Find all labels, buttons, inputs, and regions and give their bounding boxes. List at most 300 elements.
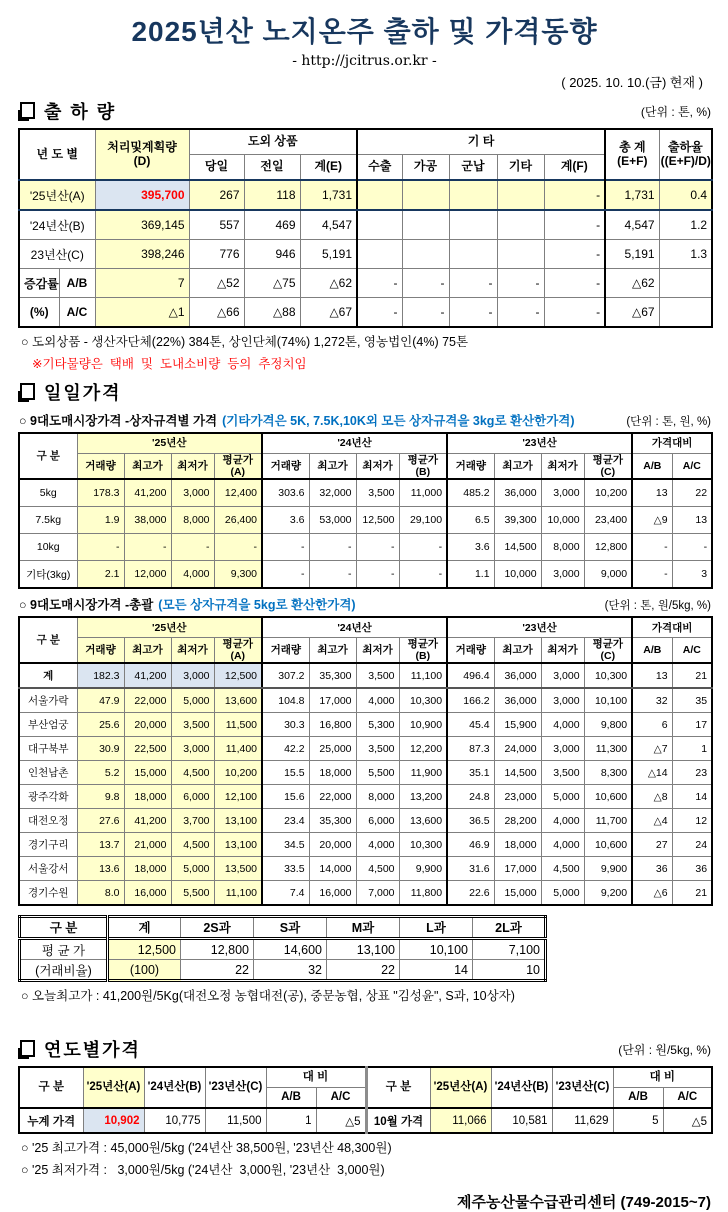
cell (497, 240, 544, 269)
cell: 24,000 (494, 737, 541, 761)
cell: 47.9 (77, 688, 124, 713)
cell: 10,900 (399, 713, 447, 737)
yearly-low-note: ○ '25 최저가격 : 3,000원/5kg ('24년산 3,000원, '23년산 3,000원) (21, 1163, 385, 1178)
cell: 10,100 (400, 939, 473, 960)
column-header (659, 129, 712, 180)
row-label: 광주각화 (19, 785, 77, 809)
header-line: 총 계 (619, 139, 646, 154)
cell: - (262, 534, 309, 561)
cell: 267 (189, 180, 244, 210)
column-header: 거래량 (262, 638, 309, 664)
column-header: 최저가 (171, 638, 214, 664)
column-header: '23년산 (447, 617, 632, 638)
cell: 15.6 (262, 785, 309, 809)
cell: 9,300 (214, 561, 262, 589)
cell: 35,300 (309, 663, 356, 688)
column-header: 최저가 (171, 454, 214, 480)
row-label: 5kg (19, 479, 77, 507)
cell: 13.7 (77, 833, 124, 857)
section-square-icon (18, 102, 35, 121)
cell: 20,000 (124, 713, 171, 737)
cell: 4,000 (541, 809, 584, 833)
cell: △7 (632, 737, 672, 761)
column-header: 기타 (497, 155, 544, 181)
column-header: '25년산 (77, 433, 262, 454)
cell: 7 (95, 269, 189, 298)
column-header: L과 (400, 917, 473, 939)
column-header: 구 분 (19, 1067, 83, 1108)
cell: 3,000 (171, 479, 214, 507)
column-header: A/B (632, 454, 672, 480)
cell: 29,100 (399, 507, 447, 534)
cell: 3.6 (447, 534, 494, 561)
cell (402, 210, 449, 240)
cell: 485.2 (447, 479, 494, 507)
cell: 22,000 (309, 785, 356, 809)
table-row (19, 881, 712, 906)
column-header: A/C (672, 454, 712, 480)
column-header: S과 (254, 917, 327, 939)
yearly-high-note: ○ '25 최고가격 : 45,000원/5kg ('24년산 38,500원, '23년산 48,300원) (21, 1141, 392, 1156)
cell: 4,500 (171, 833, 214, 857)
column-header: 거래량 (447, 638, 494, 664)
subsection-title: ○ 9대도매시장가격 -상자규격별 가격 (19, 414, 218, 428)
row-label: (%) (19, 298, 59, 328)
cell: 5,000 (171, 857, 214, 881)
cell: 9,800 (584, 713, 632, 737)
cell: 3,000 (541, 737, 584, 761)
cell: 178.3 (77, 479, 124, 507)
cell: 10,000 (494, 561, 541, 589)
cell: - (356, 561, 399, 589)
cell: 1 (672, 737, 712, 761)
cell: 35.1 (447, 761, 494, 785)
cell: 22 (327, 960, 400, 981)
column-header: 가격대비 (632, 433, 712, 454)
cell: 36 (672, 857, 712, 881)
cell: 4,547 (605, 210, 659, 240)
cell: 14 (400, 960, 473, 981)
column-header: 거래량 (77, 454, 124, 480)
cell: 11,000 (399, 479, 447, 507)
cell: 10,300 (584, 663, 632, 688)
cell: 5,191 (300, 240, 357, 269)
cell: - (309, 561, 356, 589)
column-header: 구 분 (19, 617, 77, 663)
column-header: 평균가(B) (399, 638, 447, 664)
cell: △62 (300, 269, 357, 298)
today-top-price-note: ○ 오늘최고가 : 41,200원/5Kg(대전오정 농협대전(공), 중문농협, 상표 "김성윤", S과, 10상자) (21, 989, 515, 1004)
cell: - (357, 298, 402, 328)
cell: - (544, 210, 605, 240)
row-label: 10월 가격 (366, 1108, 430, 1133)
cell: 20,000 (309, 833, 356, 857)
table-row (19, 688, 712, 713)
cell: 3,700 (171, 809, 214, 833)
cell: 6,000 (356, 809, 399, 833)
cell: 11,629 (552, 1108, 613, 1133)
column-header: 평균가(C) (584, 454, 632, 480)
cell: 12,500 (214, 663, 262, 688)
cell: 18,000 (124, 785, 171, 809)
section-title-yearly-price: 연도별가격 (44, 1040, 141, 1061)
cell: 7,000 (356, 881, 399, 906)
cell: 10,581 (491, 1108, 552, 1133)
cell: 3,000 (541, 663, 584, 688)
cell: 10,300 (399, 688, 447, 713)
price-by-size-table (18, 915, 547, 982)
row-label: 서울가락 (19, 688, 77, 713)
cell: △52 (189, 269, 244, 298)
cell: 10,300 (399, 833, 447, 857)
cell: 87.3 (447, 737, 494, 761)
cell: 3,500 (171, 713, 214, 737)
cell: 23,000 (494, 785, 541, 809)
column-header (95, 129, 189, 180)
size-table-wrap (18, 915, 711, 982)
cell: △75 (244, 269, 300, 298)
column-header: 최저가 (356, 454, 399, 480)
cell: 3,000 (541, 561, 584, 589)
column-header: 당일 (189, 155, 244, 181)
cell: 11,900 (399, 761, 447, 785)
table-row (19, 785, 712, 809)
column-header: 수출 (357, 155, 402, 181)
cell: 13,100 (214, 809, 262, 833)
column-header: 거래량 (262, 454, 309, 480)
cell: 16,800 (309, 713, 356, 737)
row-label: 평 균 가 (20, 939, 108, 960)
subsection-overall (19, 595, 711, 613)
cell (497, 210, 544, 240)
cell: 38,000 (124, 507, 171, 534)
cell: 10,200 (584, 479, 632, 507)
column-header: '23년산(C) (552, 1067, 613, 1108)
column-header: 거래량 (447, 454, 494, 480)
cell: 5,500 (171, 881, 214, 906)
row-label: 서울강서 (19, 857, 77, 881)
cell: 9,200 (584, 881, 632, 906)
cell: 3,000 (171, 737, 214, 761)
cell: - (171, 534, 214, 561)
cell: △14 (632, 761, 672, 785)
cell: 4,547 (300, 210, 357, 240)
cell: 16,000 (309, 881, 356, 906)
row-label: A/B (59, 269, 95, 298)
table-row (19, 210, 712, 240)
table-row (19, 298, 712, 328)
shipment-table (18, 128, 713, 328)
cell: 41,200 (124, 663, 171, 688)
cell: 10,100 (584, 688, 632, 713)
column-header: '24년산(B) (491, 1067, 552, 1108)
cell: 3,500 (356, 479, 399, 507)
shipment-note-estimate: ※기타물량은 택배 및 도내소비량 등의 추정치임 (32, 357, 307, 371)
subsection-title: ○ 9대도매시장가격 -총괄 (19, 598, 154, 613)
table-row (19, 454, 712, 480)
row-label: 누계 가격 (19, 1108, 83, 1133)
cell: 9,000 (584, 561, 632, 589)
section-square-icon (18, 1040, 35, 1059)
cell: 23.4 (262, 809, 309, 833)
row-label: A/C (59, 298, 95, 328)
column-header: '25년산 (77, 617, 262, 638)
cell: 13 (672, 507, 712, 534)
cell: - (214, 534, 262, 561)
cell (497, 180, 544, 210)
cell: 10,000 (541, 507, 584, 534)
cell: 23 (672, 761, 712, 785)
subsection-note: (모든 상자규격을 5kg로 환산한가격) (158, 598, 356, 613)
cell: 3.6 (262, 507, 309, 534)
cell: 3,500 (541, 761, 584, 785)
cell: 1.3 (659, 240, 712, 269)
cell (449, 210, 497, 240)
section-header-shipment (18, 98, 711, 124)
cell: 9,900 (584, 857, 632, 881)
cell: 16,000 (124, 881, 171, 906)
cell: 0.4 (659, 180, 712, 210)
cell: △67 (605, 298, 659, 328)
column-header: 최고가 (494, 638, 541, 664)
cell: 6,000 (171, 785, 214, 809)
cell: 5.2 (77, 761, 124, 785)
unit-label: (단위 : 톤, %) (640, 104, 711, 119)
column-header: 2L과 (473, 917, 546, 939)
row-label: 경기구리 (19, 833, 77, 857)
table-row (19, 1067, 712, 1088)
column-header: A/B (613, 1088, 663, 1109)
cell: △67 (300, 298, 357, 328)
column-header: 계(F) (544, 155, 605, 181)
table-row (19, 809, 712, 833)
cell: - (262, 561, 309, 589)
cell: 13,600 (214, 688, 262, 713)
table-row (19, 561, 712, 589)
row-label: '25년산(A) (19, 180, 95, 210)
header-line: 처리및계획량 (107, 139, 177, 154)
yearly-price-table (18, 1066, 713, 1134)
cell: 13.6 (77, 857, 124, 881)
column-header: 평균가(C) (584, 638, 632, 664)
cell: 11,700 (584, 809, 632, 833)
cell: 4,000 (356, 688, 399, 713)
column-header: '24년산 (262, 433, 447, 454)
cell: - (632, 534, 672, 561)
cell (357, 240, 402, 269)
table-row (19, 129, 712, 155)
row-label: 대구북부 (19, 737, 77, 761)
cell: 21 (672, 881, 712, 906)
cell: 36,000 (494, 688, 541, 713)
cell: 369,145 (95, 210, 189, 240)
column-header: A/C (316, 1088, 366, 1109)
column-header: 대 비 (266, 1067, 366, 1088)
cell: 395,700 (95, 180, 189, 210)
cell: △6 (632, 881, 672, 906)
cell: 18,000 (494, 833, 541, 857)
cell (659, 269, 712, 298)
subsection-note: (기타가격은 5K, 7.5K,10K외 모든 상자규격을 3kg로 환산한가격) (222, 414, 575, 428)
table-row (19, 617, 712, 638)
cell: 307.2 (262, 663, 309, 688)
cell: 23,400 (584, 507, 632, 534)
cell: 36 (632, 857, 672, 881)
cell: 41,200 (124, 479, 171, 507)
cell: - (449, 298, 497, 328)
cell: 4,500 (541, 857, 584, 881)
table-row (19, 479, 712, 507)
column-header: 최고가 (309, 638, 356, 664)
row-label: 10kg (19, 534, 77, 561)
cell: 31.6 (447, 857, 494, 881)
cell: 36,000 (494, 479, 541, 507)
cell: 18,000 (309, 761, 356, 785)
column-header: 최저가 (541, 454, 584, 480)
cell: 8,000 (541, 534, 584, 561)
cell: 28,200 (494, 809, 541, 833)
cell: 3,500 (356, 663, 399, 688)
column-header: 가격대비 (632, 617, 712, 638)
cell: △1 (95, 298, 189, 328)
row-label: 23년산(C) (19, 240, 95, 269)
row-label: 기타(3kg) (19, 561, 77, 589)
unit-label: (단위 : 톤, 원/5kg, %) (604, 600, 711, 613)
column-header: 거래량 (77, 638, 124, 664)
page-title: 2025년산 노지온주 출하 및 가격동향 (131, 16, 598, 47)
cell: - (497, 298, 544, 328)
column-header: '23년산(C) (205, 1067, 266, 1108)
cell: 5,000 (541, 785, 584, 809)
cell: △8 (632, 785, 672, 809)
cell: 10,902 (83, 1108, 144, 1133)
cell: 11,300 (584, 737, 632, 761)
cell: 8,000 (171, 507, 214, 534)
cell: (100) (108, 960, 181, 981)
cell: - (544, 298, 605, 328)
cell: 25,000 (309, 737, 356, 761)
cell: 41,200 (124, 809, 171, 833)
column-header: '24년산 (262, 617, 447, 638)
cell: 30.3 (262, 713, 309, 737)
subsection-by-box (19, 411, 711, 429)
cell: 17,000 (309, 688, 356, 713)
cell: 45.4 (447, 713, 494, 737)
column-header: M과 (327, 917, 400, 939)
table-row (19, 507, 712, 534)
column-header: 최고가 (124, 638, 171, 664)
section-square-icon (18, 383, 35, 402)
cell (449, 180, 497, 210)
cell: 1.9 (77, 507, 124, 534)
cell: 11,500 (205, 1108, 266, 1133)
cell: 7,100 (473, 939, 546, 960)
cell: - (402, 269, 449, 298)
cell: 3 (672, 561, 712, 589)
cell: - (124, 534, 171, 561)
cell: 22 (181, 960, 254, 981)
table-row (19, 534, 712, 561)
cell: 14 (672, 785, 712, 809)
cell: 12,400 (214, 479, 262, 507)
cell: 36,000 (494, 663, 541, 688)
column-header: A/C (672, 638, 712, 664)
price-by-box-table (18, 432, 713, 589)
cell: 4,500 (356, 857, 399, 881)
column-header: 대 비 (613, 1067, 712, 1088)
cell: - (399, 561, 447, 589)
unit-label: (단위 : 원/5kg, %) (618, 1042, 711, 1057)
cell: 2.1 (77, 561, 124, 589)
column-header: 계(E) (300, 155, 357, 181)
cell: 14,000 (309, 857, 356, 881)
section-header-daily-price (18, 379, 711, 405)
cell: 12,000 (124, 561, 171, 589)
cell: - (544, 180, 605, 210)
table-row (19, 240, 712, 269)
cell: 15,900 (494, 713, 541, 737)
table-row (19, 833, 712, 857)
column-header: 도외 상품 (189, 129, 357, 155)
cell: 11,800 (399, 881, 447, 906)
cell: 557 (189, 210, 244, 240)
cell: 27 (632, 833, 672, 857)
cell: 10,200 (214, 761, 262, 785)
cell: 27.6 (77, 809, 124, 833)
cell: 17 (672, 713, 712, 737)
row-label: 증감률 (19, 269, 59, 298)
cell (357, 180, 402, 210)
header-line: ((E+F)/D) (660, 153, 711, 168)
table-row (19, 433, 712, 454)
cell: 5 (613, 1108, 663, 1133)
cell: 5,191 (605, 240, 659, 269)
column-header: A/B (632, 638, 672, 664)
table-row (19, 180, 712, 210)
table-row (20, 939, 546, 960)
cell: 14,600 (254, 939, 327, 960)
cell: 5,000 (541, 881, 584, 906)
section-header-yearly-price (18, 1036, 711, 1062)
table-row (19, 857, 712, 881)
cell: 4,000 (541, 713, 584, 737)
cell: 5,000 (171, 688, 214, 713)
cell: 166.2 (447, 688, 494, 713)
cell: 3,000 (541, 479, 584, 507)
column-header: 평균가(B) (399, 454, 447, 480)
cell: 1,731 (605, 180, 659, 210)
cell: 496.4 (447, 663, 494, 688)
table-row (19, 737, 712, 761)
cell: 12,800 (584, 534, 632, 561)
cell: 11,100 (214, 881, 262, 906)
cell: 12,800 (181, 939, 254, 960)
section-title-daily-price: 일일가격 (44, 383, 122, 403)
cell: 1,731 (300, 180, 357, 210)
column-header: 가공 (402, 155, 449, 181)
column-header: 최저가 (541, 638, 584, 664)
cell: - (497, 269, 544, 298)
table-row (19, 761, 712, 785)
cell: △62 (605, 269, 659, 298)
column-header: 최저가 (356, 638, 399, 664)
cell: 35 (672, 688, 712, 713)
section-title-shipment: 출 하 량 (44, 102, 117, 122)
column-header: 기 타 (357, 129, 605, 155)
cell: 12,200 (399, 737, 447, 761)
row-label: 대전오정 (19, 809, 77, 833)
cell: 35,300 (309, 809, 356, 833)
